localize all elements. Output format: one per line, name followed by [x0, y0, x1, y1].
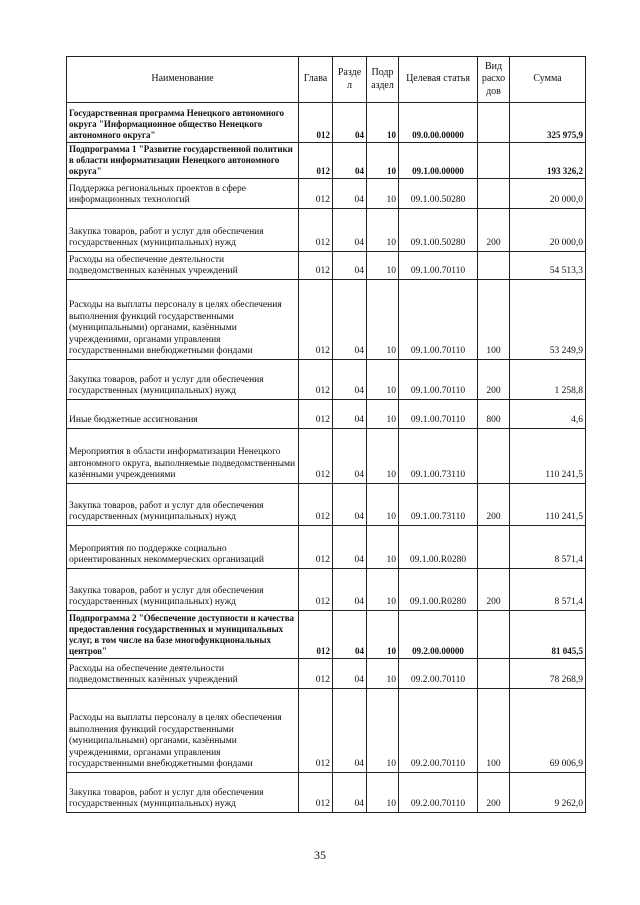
- table-row: [67, 179, 586, 209]
- row-name: Иные бюджетные ассигнования: [67, 400, 299, 429]
- row-sum: 8 571,4: [510, 526, 586, 569]
- row-vid: 200: [478, 569, 510, 611]
- header-razdel: Разде л: [333, 57, 367, 103]
- row-podrazdel: 10: [367, 360, 399, 400]
- row-podrazdel: 10: [367, 611, 399, 659]
- row-name: Подпрограмма 1 "Развитие государственной политики в области информатизации Ненецкого автономного округа": [67, 143, 299, 179]
- row-podrazdel: 10: [367, 569, 399, 611]
- row-glava: 012: [299, 252, 333, 280]
- row-glava: 012: [299, 569, 333, 611]
- row-vid: [478, 429, 510, 484]
- row-vid: [478, 526, 510, 569]
- row-name: Закупка товаров, работ и услуг для обеспечения государственных (муниципальных) нужд: [67, 360, 299, 400]
- row-glava: 012: [299, 611, 333, 659]
- row-podrazdel: 10: [367, 103, 399, 143]
- row-podrazdel: 10: [367, 484, 399, 526]
- row-target: 09.1.00.70110: [399, 280, 478, 360]
- row-vid: 200: [478, 209, 510, 252]
- row-name: Закупка товаров, работ и услуг для обеспечения государственных (муниципальных) нужд: [67, 569, 299, 611]
- table-row: [67, 429, 586, 484]
- row-sum: 81 045,5: [510, 611, 586, 659]
- row-sum: 110 241,5: [510, 429, 586, 484]
- row-sum: 4,6: [510, 400, 586, 429]
- row-glava: 012: [299, 659, 333, 689]
- row-razdel: 04: [333, 689, 367, 773]
- row-razdel: 04: [333, 773, 367, 813]
- row-razdel: 04: [333, 209, 367, 252]
- row-vid: 100: [478, 280, 510, 360]
- row-podrazdel: 10: [367, 209, 399, 252]
- row-sum: 54 513,3: [510, 252, 586, 280]
- table-row: [67, 526, 586, 569]
- row-name: Расходы на обеспечение деятельности подведомственных казённых учреждений: [67, 659, 299, 689]
- row-target: 09.1.00.70110: [399, 400, 478, 429]
- row-razdel: 04: [333, 569, 367, 611]
- row-vid: 100: [478, 689, 510, 773]
- header-name: Наименование: [67, 57, 299, 103]
- row-razdel: 04: [333, 659, 367, 689]
- row-name: Закупка товаров, работ и услуг для обеспечения государственных (муниципальных) нужд: [67, 209, 299, 252]
- row-sum: 78 268,9: [510, 659, 586, 689]
- row-razdel: 04: [333, 526, 367, 569]
- row-glava: 012: [299, 280, 333, 360]
- table-row: [67, 103, 586, 143]
- row-target: 09.1.00.00000: [399, 143, 478, 179]
- table-row: [67, 143, 586, 179]
- row-podrazdel: 10: [367, 252, 399, 280]
- row-name: Государственная программа Ненецкого автономного округа "Информационное общество Ненецкого автономного округа": [67, 103, 299, 143]
- table-row: [67, 280, 586, 360]
- table-row: [67, 252, 586, 280]
- row-name: Расходы на обеспечение деятельности подведомственных казённых учреждений: [67, 252, 299, 280]
- row-sum: 1 258,8: [510, 360, 586, 400]
- row-razdel: 04: [333, 103, 367, 143]
- page-number: 35: [314, 848, 326, 862]
- row-glava: 012: [299, 179, 333, 209]
- header-row: [67, 57, 586, 103]
- row-podrazdel: 10: [367, 280, 399, 360]
- table-row: [67, 773, 586, 813]
- row-target: 09.2.00.70110: [399, 659, 478, 689]
- row-razdel: 04: [333, 400, 367, 429]
- row-glava: 012: [299, 209, 333, 252]
- header-podrazdel: Подр аздел: [367, 57, 399, 103]
- budget-table: [66, 56, 586, 813]
- row-sum: 325 975,9: [510, 103, 586, 143]
- row-target: 09.1.00.73110: [399, 484, 478, 526]
- row-sum: 110 241,5: [510, 484, 586, 526]
- row-glava: 012: [299, 103, 333, 143]
- row-target: 09.1.00.R0280: [399, 526, 478, 569]
- row-podrazdel: 10: [367, 143, 399, 179]
- row-target: 09.2.00.70110: [399, 689, 478, 773]
- row-name: Закупка товаров, работ и услуг для обеспечения государственных (муниципальных) нужд: [67, 484, 299, 526]
- row-sum: 193 326,2: [510, 143, 586, 179]
- row-vid: [478, 103, 510, 143]
- table-row: [67, 659, 586, 689]
- row-sum: 20 000,0: [510, 179, 586, 209]
- row-sum: 69 006,9: [510, 689, 586, 773]
- row-razdel: 04: [333, 252, 367, 280]
- row-target: 09.0.00.00000: [399, 103, 478, 143]
- row-razdel: 04: [333, 179, 367, 209]
- row-target: 09.1.00.73110: [399, 429, 478, 484]
- row-razdel: 04: [333, 484, 367, 526]
- row-vid: 800: [478, 400, 510, 429]
- row-razdel: 04: [333, 611, 367, 659]
- row-name: Расходы на выплаты персоналу в целях обеспечения выполнения функций государственными (муниципальными) органами, казёнными учреждениями, органами управления государственными внебюджетными фондами: [67, 280, 299, 360]
- row-vid: [478, 179, 510, 209]
- row-target: 09.1.00.70110: [399, 252, 478, 280]
- row-podrazdel: 10: [367, 659, 399, 689]
- row-name: Подпрограмма 2 "Обеспечение доступности и качества предоставления государственных и муниципальных услуг, в том числе на базе многофункциональных центров": [67, 611, 299, 659]
- row-name: Мероприятия по поддержке социально ориентированных некоммерческих организаций: [67, 526, 299, 569]
- row-podrazdel: 10: [367, 773, 399, 813]
- row-glava: 012: [299, 484, 333, 526]
- table-row: [67, 484, 586, 526]
- row-podrazdel: 10: [367, 526, 399, 569]
- header-vid: Вид расхо дов: [478, 57, 510, 103]
- row-name: Закупка товаров, работ и услуг для обеспечения государственных (муниципальных) нужд: [67, 773, 299, 813]
- row-target: 09.1.00.70110: [399, 360, 478, 400]
- row-podrazdel: 10: [367, 429, 399, 484]
- row-target: 09.1.00.R0280: [399, 569, 478, 611]
- row-name: Расходы на выплаты персоналу в целях обеспечения выполнения функций государственными (муниципальными) органами, казёнными учреждениями, органами управления государственными внебюджетными фондами: [67, 689, 299, 773]
- row-razdel: 04: [333, 360, 367, 400]
- row-sum: 53 249,9: [510, 280, 586, 360]
- table-row: [67, 569, 586, 611]
- row-name: Мероприятия в области информатизации Ненецкого автономного округа, выполняемые подведомственными казёнными учреждениями: [67, 429, 299, 484]
- row-vid: [478, 252, 510, 280]
- row-vid: [478, 143, 510, 179]
- row-sum: 9 262,0: [510, 773, 586, 813]
- header-target: Целевая статья: [399, 57, 478, 103]
- row-target: 09.1.00.50280: [399, 209, 478, 252]
- header-glava: Глава: [299, 57, 333, 103]
- table-row: [67, 611, 586, 659]
- table-row: [67, 360, 586, 400]
- row-sum: 8 571,4: [510, 569, 586, 611]
- row-podrazdel: 10: [367, 179, 399, 209]
- row-glava: 012: [299, 143, 333, 179]
- row-name: Поддержка региональных проектов в сфере информационных технологий: [67, 179, 299, 209]
- row-glava: 012: [299, 773, 333, 813]
- row-target: 09.1.00.50280: [399, 179, 478, 209]
- row-glava: 012: [299, 526, 333, 569]
- row-podrazdel: 10: [367, 400, 399, 429]
- row-razdel: 04: [333, 429, 367, 484]
- row-glava: 012: [299, 429, 333, 484]
- row-target: 09.2.00.00000: [399, 611, 478, 659]
- row-razdel: 04: [333, 143, 367, 179]
- table-row: [67, 689, 586, 773]
- row-sum: 20 000,0: [510, 209, 586, 252]
- header-sum: Сумма: [510, 57, 586, 103]
- row-vid: 200: [478, 484, 510, 526]
- row-glava: 012: [299, 400, 333, 429]
- row-vid: 200: [478, 773, 510, 813]
- row-razdel: 04: [333, 280, 367, 360]
- row-vid: 200: [478, 360, 510, 400]
- row-glava: 012: [299, 360, 333, 400]
- row-target: 09.2.00.70110: [399, 773, 478, 813]
- row-glava: 012: [299, 689, 333, 773]
- row-vid: [478, 659, 510, 689]
- row-vid: [478, 611, 510, 659]
- table-row: [67, 400, 586, 429]
- table-row: [67, 209, 586, 252]
- row-podrazdel: 10: [367, 689, 399, 773]
